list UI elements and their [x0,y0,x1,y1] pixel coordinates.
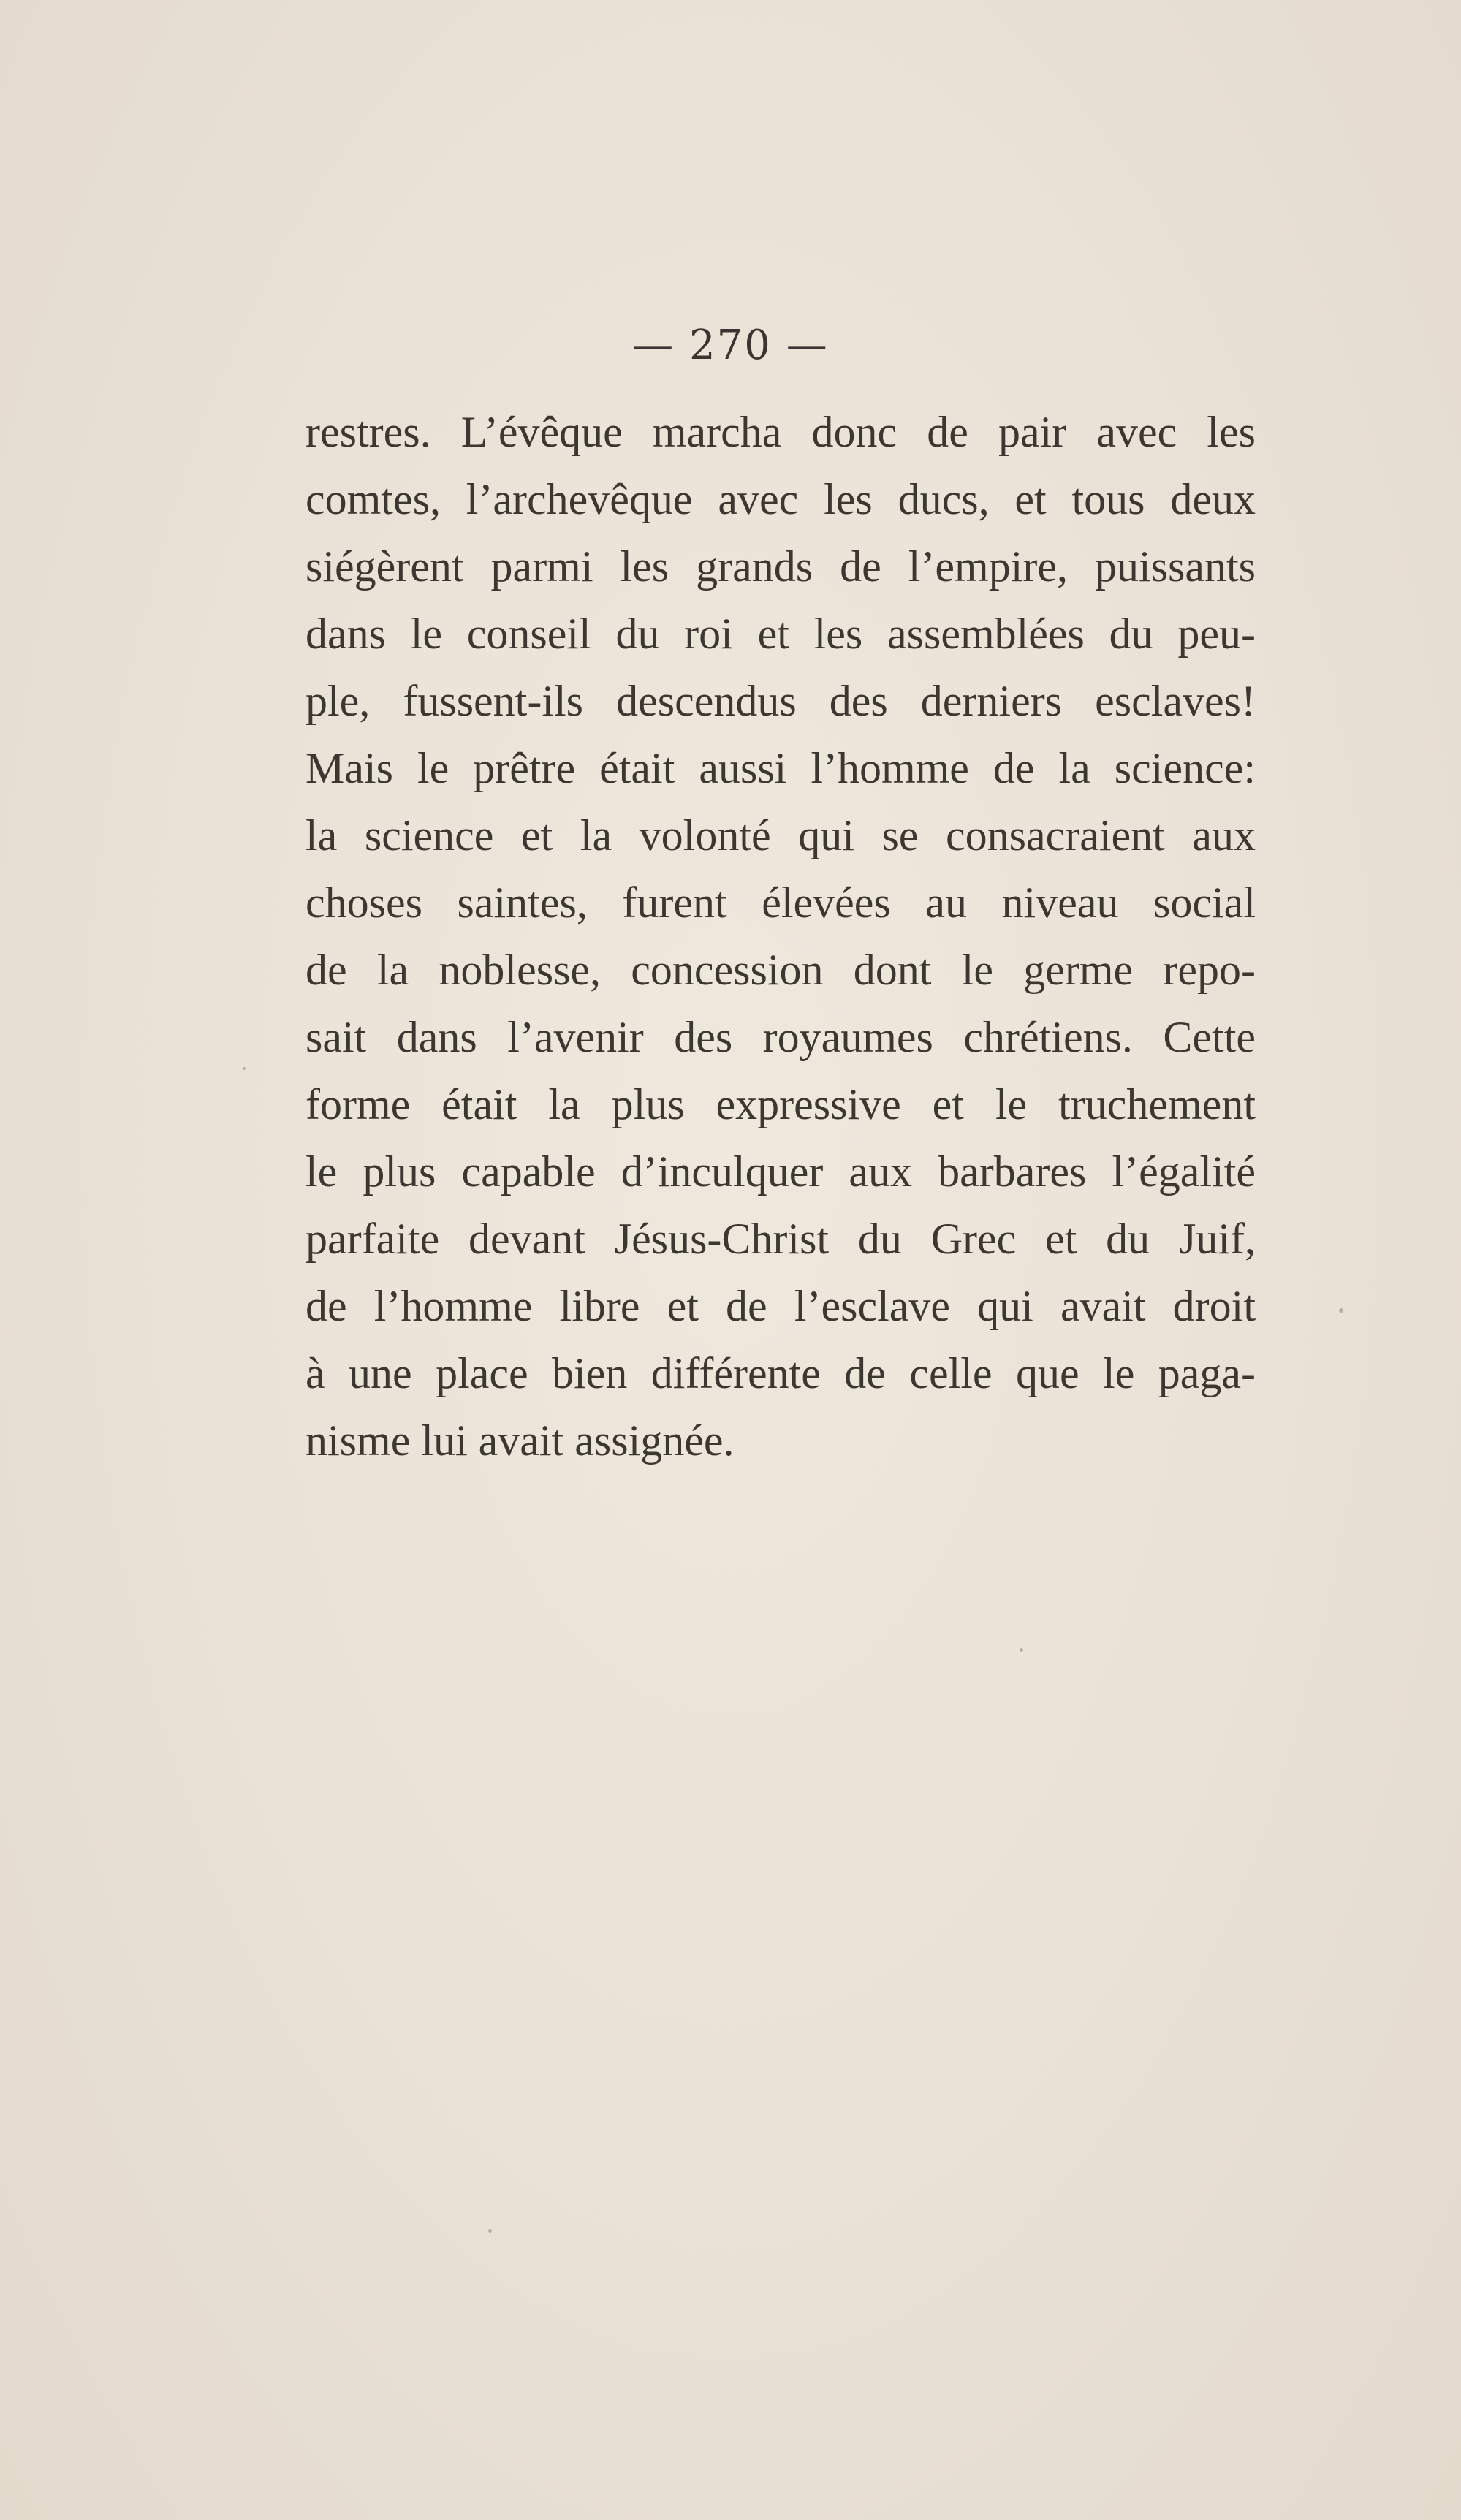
text-line: Mais le prêtre était aussi l’homme de la science: [306,744,1256,792]
text-line: dans le conseil du roi et les assemblées du peu- [306,610,1256,658]
body-text [306,398,1256,1474]
text-line: de l’homme libre et de l’esclave qui avait droit [306,1282,1256,1330]
text-line: de la noblesse, concession dont le germe repo- [306,946,1256,994]
paper-speck [243,1067,246,1070]
text-line: forme était la plus expressive et le truchement [306,1080,1256,1128]
text-line: le plus capable d’inculquer aux barbares l’égalité [306,1147,1256,1196]
text-line: à une place bien différente de celle que le paga- [306,1349,1256,1397]
text-line: siégèrent parmi les grands de l’empire, puissants [306,542,1256,591]
page-number: — 270 — [632,322,829,369]
text-line: nisme lui avait assignée. [306,1416,735,1465]
paper-speck [488,2229,492,2233]
text-line: sait dans l’avenir des royaumes chrétiens. Cette [306,1013,1256,1061]
text-line: comtes, l’archevêque avec les ducs, et tous deux [306,475,1256,523]
text-line: ple, fussent-ils descendus des derniers esclaves! [306,677,1256,725]
paper-speck [1020,1648,1023,1652]
text-line: parfaite devant Jésus-Christ du Grec et du Juif, [306,1215,1256,1263]
paper-speck [1339,1308,1343,1313]
text-line: la science et la volonté qui se consacraient aux [306,811,1256,859]
text-line: choses saintes, furent élevées au niveau social [306,878,1256,927]
text-line: restres. L’évêque marcha donc de pair avec les [306,408,1256,456]
